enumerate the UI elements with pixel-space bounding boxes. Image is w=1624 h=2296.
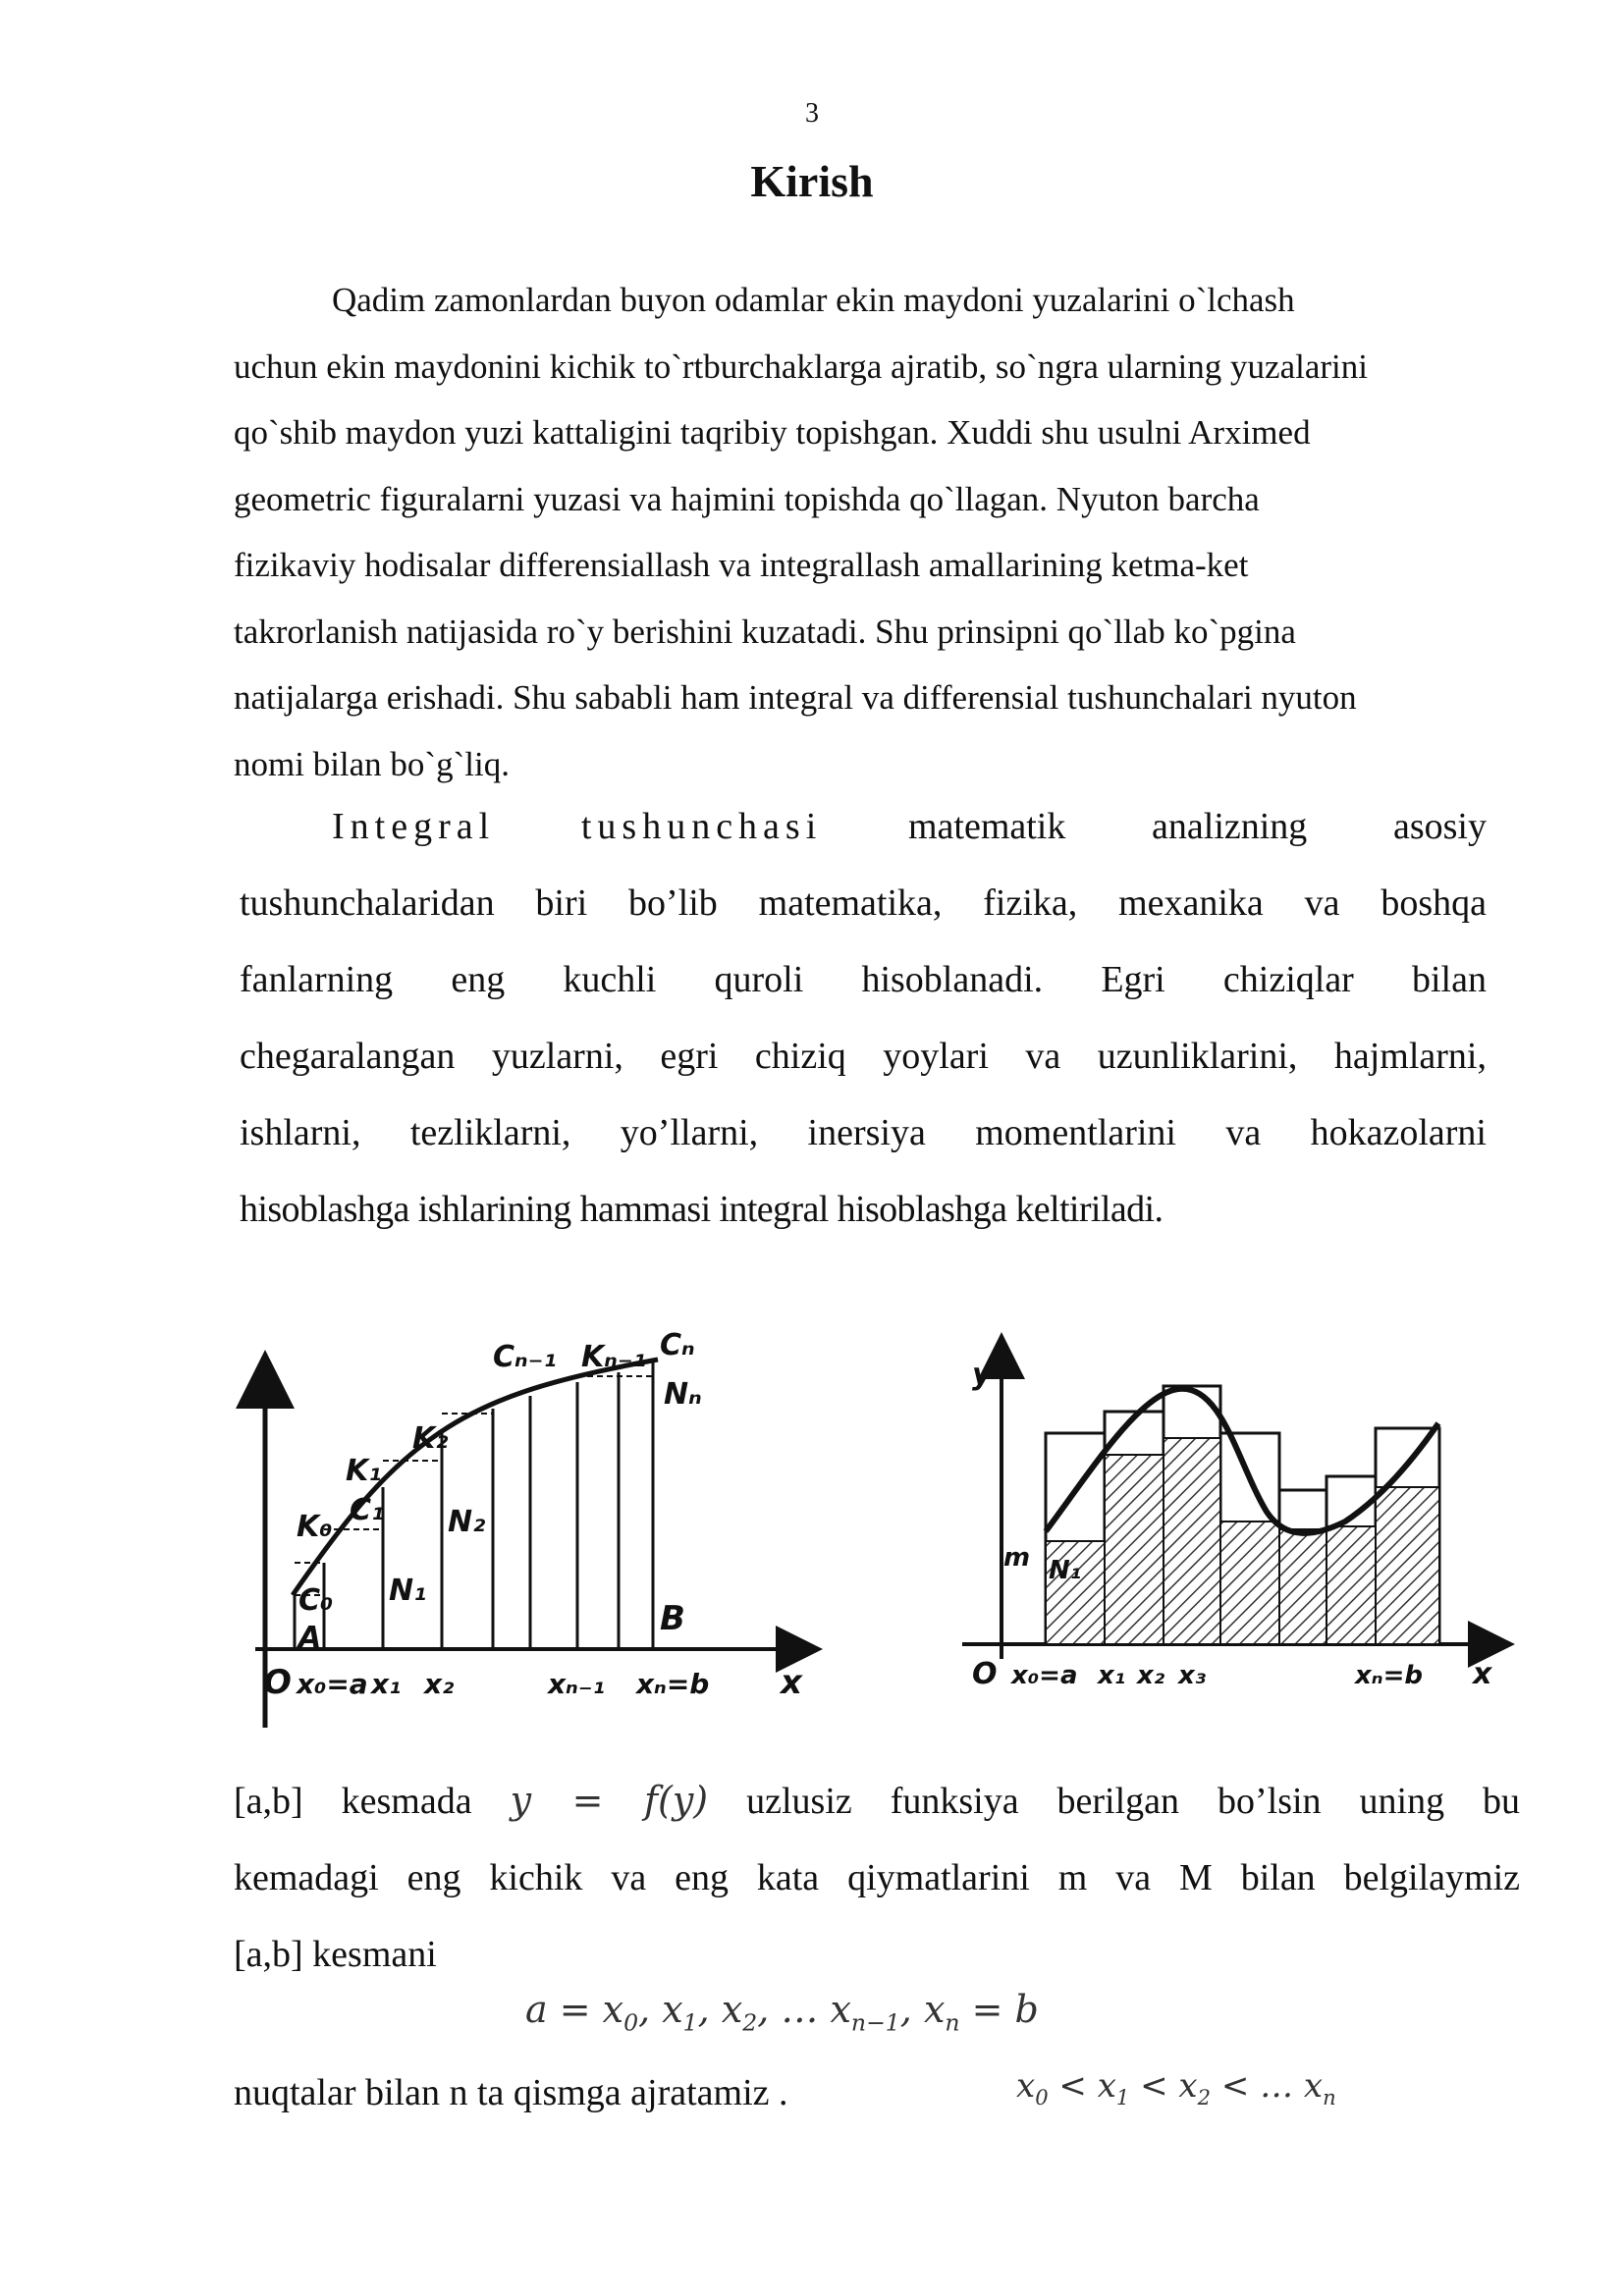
closing-text: nuqtalar bilan n ta qismga ajratamiz . <box>234 2072 788 2113</box>
label-xn: xₙ=b <box>636 1668 710 1700</box>
definition-paragraph <box>234 1762 1520 1993</box>
ordering-inequality: $x_0 < x_1 < x_2$ < … $x_n$ <box>1016 2066 1336 2109</box>
partition-formula: $a = x_0$, $x_1$, $x_2$, … $x_{n-1}$, $x_n = b$ <box>525 1988 1039 2037</box>
origin-label: O <box>972 1657 998 1691</box>
label-C1: C₁ <box>350 1493 385 1527</box>
label-N1: N₁ <box>1049 1556 1082 1585</box>
term-integral: Integral <box>332 806 496 847</box>
text-line: ishlarni, tezliklarni, yo’llarni, inersiya momentlarini va hokazolarni <box>240 1112 1487 1153</box>
label-C0: C₀ <box>298 1583 334 1618</box>
y-axis-label: y <box>253 1362 276 1401</box>
x-axis-label: x <box>1473 1657 1492 1691</box>
text-line: Qadim zamonlardan buyon odamlar ekin maydoni yuzalarini o`lchash <box>332 281 1295 319</box>
label-xn1: xₙ₋₁ <box>548 1668 605 1700</box>
label-N2: N₂ <box>448 1505 486 1539</box>
label-Cn1: Cₙ₋₁ <box>493 1340 557 1374</box>
text-line <box>234 1762 1520 1840</box>
label-K2: K₂ <box>412 1421 449 1456</box>
label-x0: x₀=a <box>297 1668 368 1700</box>
label-x2: x₂ <box>424 1668 455 1700</box>
text-line: natijalarga erishadi. Shu sababli ham integral va differensial tushunchalari nyuton <box>234 678 1357 717</box>
text-line: fanlarning eng kuchli quroli hisoblanadi. Egri chiziqlar bilan <box>240 959 1487 1000</box>
label-x2: x₂ <box>1137 1661 1165 1690</box>
page-number: 3 <box>805 98 819 129</box>
text-fragment: [a,b] kesmada <box>234 1781 472 1822</box>
text-fragment: uzlusiz funksiya berilgan bo’lsin uning bu <box>746 1781 1521 1822</box>
label-A: A <box>298 1621 322 1655</box>
text-line: [a,b] kesmani <box>234 1934 437 1975</box>
label-N1: N₁ <box>389 1574 427 1608</box>
term-tushunchasi: tushunchasi <box>580 806 823 847</box>
text-line: tushunchalaridan biri bo’lib matematika, fizika, mexanika va boshqa <box>240 882 1487 924</box>
text-line: hisoblashga ishlarining hammasi integral hisoblashga keltiriladi. <box>240 1189 1164 1230</box>
text-line: chegaralangan yuzlarni, egri chiziq yoylari va uzunliklarini, hajmlarni, <box>240 1036 1487 1077</box>
function-formula: y = f(y) <box>510 1779 709 1822</box>
label-K0: K₀ <box>297 1510 333 1544</box>
y-axis-label: y <box>972 1358 992 1392</box>
x-axis-label: x <box>781 1663 802 1702</box>
integral-paragraph <box>240 788 1487 1248</box>
origin-label: O <box>263 1663 292 1702</box>
label-Cn: Cₙ <box>660 1328 695 1362</box>
intro-paragraph <box>234 267 1510 797</box>
text-fragment: matematik analizning asosiy <box>907 806 1487 847</box>
text-line: takrorlanish natijasida ro`y berishini kuzatadi. Shu prinsipni qo`llab ko`pgina <box>234 612 1296 651</box>
right-figure <box>943 1315 1522 1737</box>
right-figure-graphic <box>943 1315 1522 1737</box>
page-title: Kirish <box>750 156 874 206</box>
label-B: B <box>660 1599 685 1638</box>
text-line <box>240 788 1487 865</box>
label-x1: x₁ <box>371 1668 402 1700</box>
label-x1: x₁ <box>1098 1661 1126 1690</box>
text-line: qo`shib maydon yuzi kattaligini taqribiy topishgan. Xuddi shu usulni Arximed <box>234 413 1311 452</box>
text-line: uchun ekin maydonini kichik to`rtburchaklarga ajratib, so`ngra ularning yuzalarini <box>234 347 1368 386</box>
text-line: geometric figuralarni yuzasi va hajmini topishda qo`llagan. Nyuton barcha <box>234 479 1260 518</box>
label-x3: x₃ <box>1178 1661 1207 1690</box>
label-m: m <box>1003 1543 1031 1573</box>
left-figure <box>236 1315 825 1757</box>
text-line: fizikaviy hodisalar differensiallash va integrallash amallarining ketma-ket <box>234 546 1249 584</box>
label-Kn1: Kₙ₋₁ <box>581 1340 646 1374</box>
label-xn: xₙ=b <box>1355 1661 1424 1690</box>
text-line: kemadagi eng kichik va eng kata qiymatlarini m va M bilan belgilaymiz <box>234 1857 1520 1898</box>
label-x0: x₀=a <box>1011 1661 1078 1690</box>
left-figure-graphic <box>236 1315 825 1757</box>
label-K1: K₁ <box>346 1454 382 1488</box>
text-line: nomi bilan bo`g`liq. <box>234 744 510 783</box>
label-Nn: Nₙ <box>664 1377 702 1412</box>
